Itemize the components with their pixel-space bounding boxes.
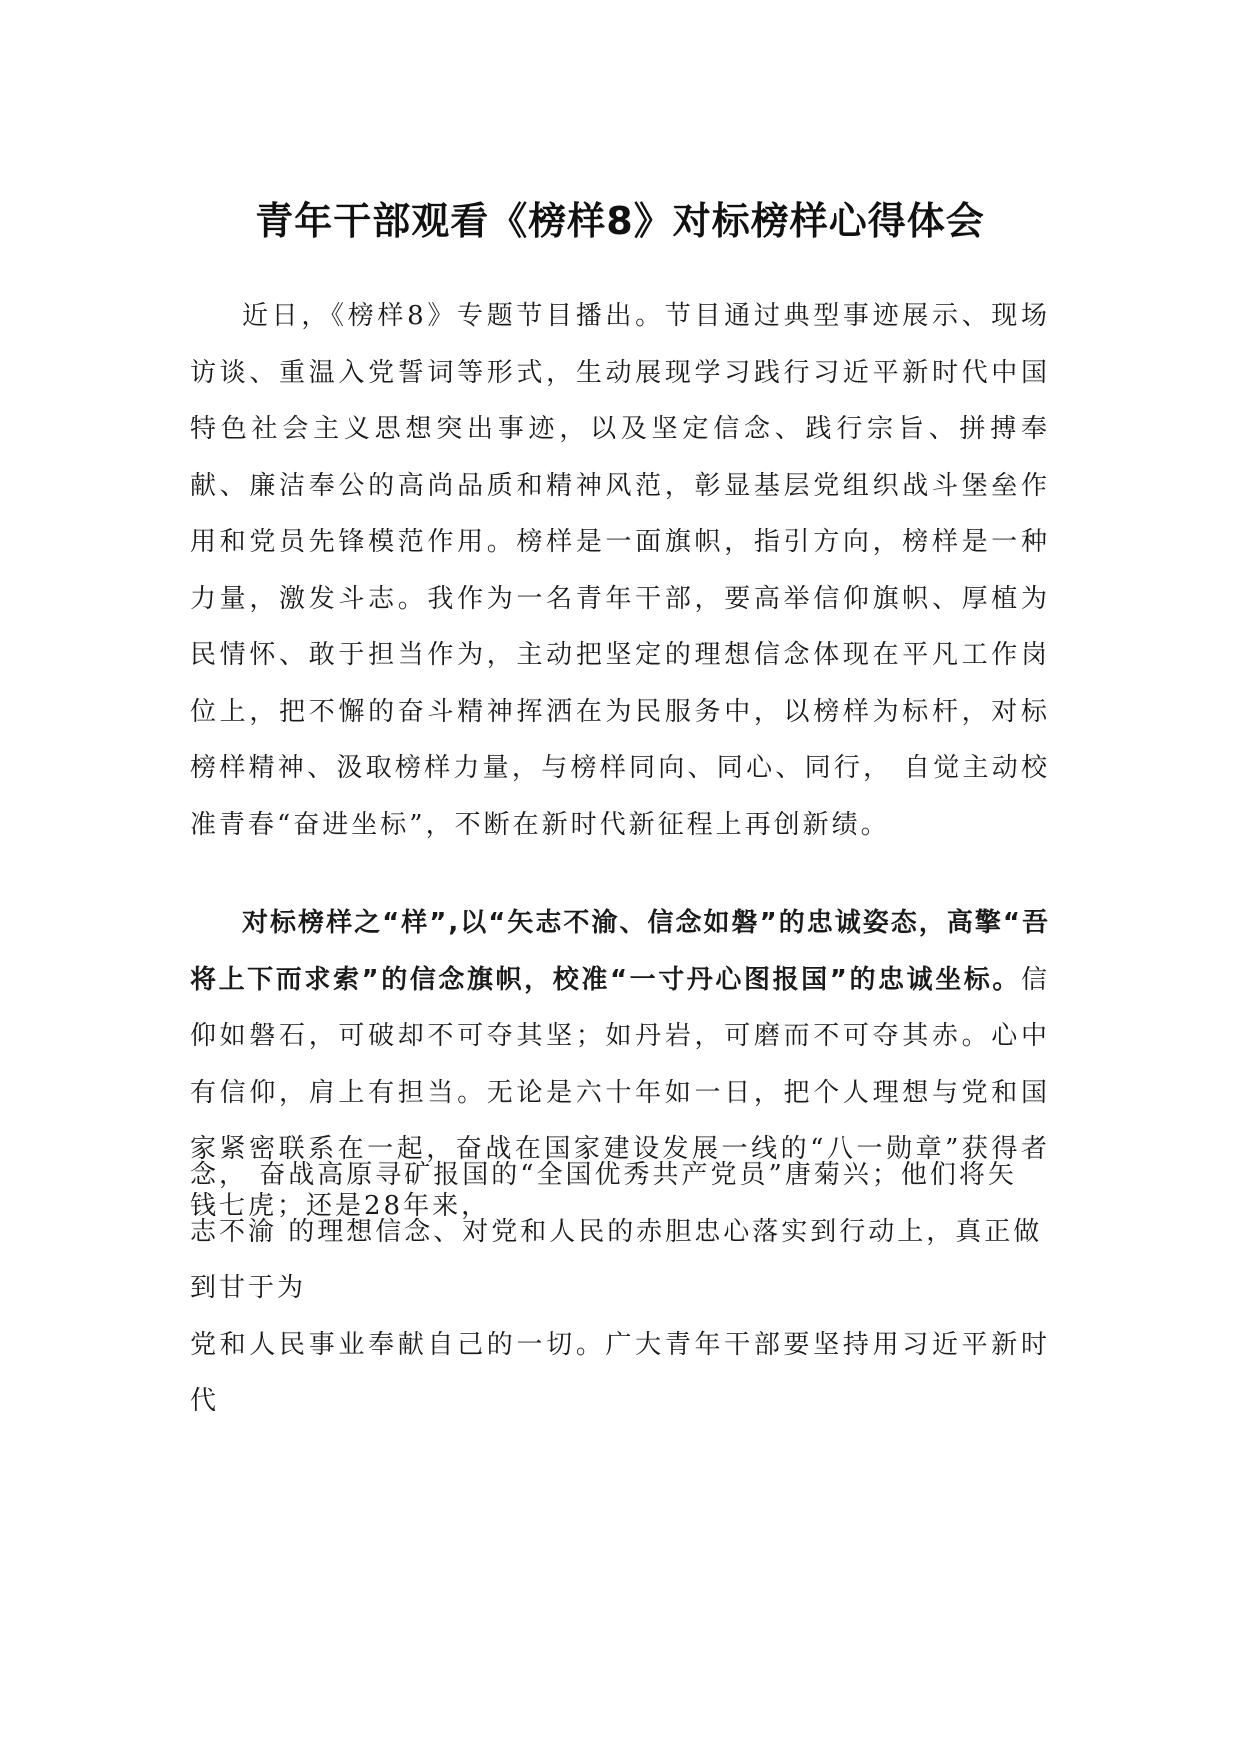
paragraph-intro: 近日，《榜样8》专题节目播出。节目通过典型事迹展示、现场访谈、重温入党誓词等形式，生动展现学习践行习近平新时代中国特色社会主义思想突出事迹，以及坚定信念、践行宗旨、拼搏奉献、廉洁奉公的高尚品质和精神风范，彰显基层党组织战斗堡垒作用和党员先锋模范作用。榜样是一面旗帜，指引方向，榜样是一种力量，激发斗志。我作为一名青年干部，要高举信仰旗帜、厚植为民情怀、敢于担当作为，主动把坚定的理想信念体现在平凡工作岗位上，把不懈的奋斗精神挥洒在为民服务中，以榜样为标杆，对标榜样精神、汲取榜样力量，与榜样同向、同心、同行， 自觉主动校准青春“奋进坐标”，不断在新时代新征程上再创新绩。	[190, 301, 1050, 840]
paragraph-continuation	[190, 1147, 1050, 1430]
continuation-line: 党和人民事业奉献自己的一切。广大青年干部要坚持用习近平新时代	[190, 1329, 1050, 1416]
paragraph-loyalty-body: 信仰如磐石，可破却不可夺其坚；如丹岩，可磨而不可夺其赤。心中有信仰，肩上有担当。无论是六十年如一日，把个人理想与党和国家紧密联系在一起，奋战在国家建设发展一线的“八一勋章”获得者钱七虎；还是28年来，	[190, 964, 1050, 1221]
paragraph-loyalty-heading: 对标榜样之“样”,以“矢志不渝、信念如磐”的忠诚姿态，高擎“吾将上下而求索”的信念旗帜，校准“一寸丹心图报国”的忠诚坐标。	[190, 908, 1050, 995]
document-title: 青年干部观看《榜样8》对标榜样心得体会	[255, 199, 985, 243]
continuation-line: 念， 奋战高原寻矿报国的“全国优秀共产党员”唐菊兴；他们将矢	[190, 1160, 1017, 1190]
continuation-line: 到甘于为	[190, 1273, 307, 1303]
continuation-line: 志不渝 的理想信念、对党和人民的赤胆忠心落实到行动上，真正做	[190, 1216, 1043, 1247]
